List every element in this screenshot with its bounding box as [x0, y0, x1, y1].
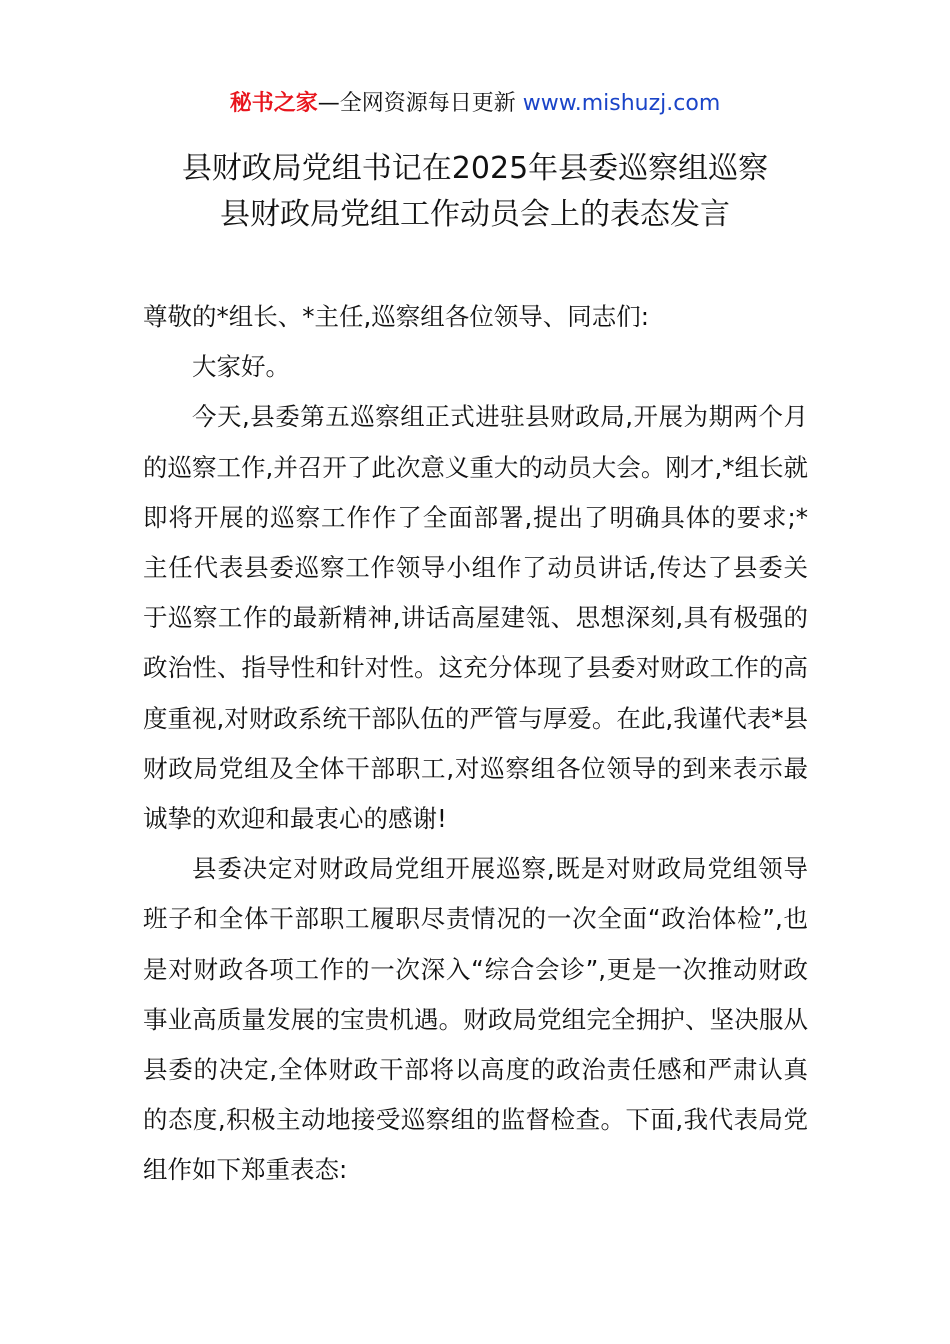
brand-name: 秘书之家 — [229, 91, 318, 116]
title-line-1: 县财政局党组书记在2025年县委巡察组巡察 — [181, 151, 769, 186]
header-tagline: —全网资源每日更新 — [317, 91, 523, 116]
title-line-2: 县财政局党组工作动员会上的表态发言 — [220, 197, 730, 232]
site-url-link[interactable]: www.mishuzj.com — [522, 91, 721, 116]
site-header — [0, 88, 950, 120]
paragraph-commitment: 县委决定对财政局党组开展巡察,既是对财政局党组领导班子和全体干部职工履职尽责情况的一次全面“政治体检”,也是对财政各项工作的一次深入“综合会诊”,更是一次推动财政事业高质量发展的宝贵机遇。财政局党组完全拥护、坚决服从县委的决定,全体财政干部将以高度的政治责任感和严肃认真的态度,积极主动地接受巡察组的监督检查。下面,我代表局党组作如下郑重表态: — [143, 854, 808, 1185]
document-body — [143, 292, 808, 1196]
document-title — [0, 146, 950, 238]
paragraph-welcome: 今天,县委第五巡察组正式进驻县财政局,开展为期两个月的巡察工作,并召开了此次意义重大的动员大会。刚才,*组长就即将开展的巡察工作作了全面部署,提出了明确具体的要求;*主任代表县委巡察工作领导小组作了动员讲话,传达了县委关于巡察工作的最新精神,讲话高屋建瓴、思想深刻,具有极强的政治性、指导性和针对性。这充分体现了县委对财政工作的高度重视,对财政系统干部队伍的严管与厚爱。在此,我谨代表*县财政局党组及全体干部职工,对巡察组各位领导的到来表示最诚挚的欢迎和最衷心的感谢! — [143, 402, 808, 834]
salutation: 尊敬的*组长、*主任,巡察组各位领导、同志们: — [143, 302, 650, 331]
paragraph-greeting: 大家好。 — [192, 352, 290, 382]
